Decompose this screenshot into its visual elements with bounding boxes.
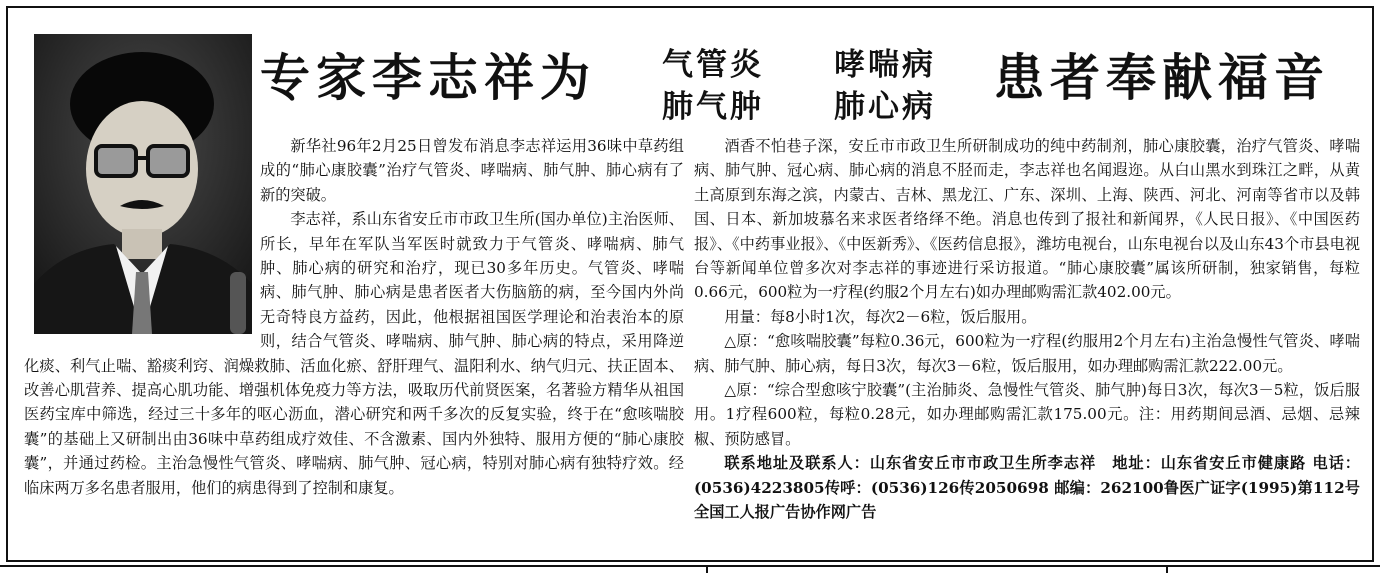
advertisement-frame	[6, 6, 1374, 562]
column-divider-stub	[706, 566, 708, 573]
left-paragraph-2: 李志祥，系山东省安丘市市政卫生所(国办单位)主治医师、所长，早年在军队当军医时就致力于气管炎、哮喘病、肺气肿、肺心病的研究和治疗，现已30多年历史。气管炎、哮喘病、肺气肿、肺心病是患者医者大伤脑筋的病，至今国内外尚无奇特良方益药，因此，他根据祖国医学理论和治表治本的原则，结合气管炎、哮喘病、肺气肿、肺心病的特点，采用降逆化痰、利气止喘、豁痰利窍、润燥救肺、活血化瘀、舒肝理气、温阳利水、纳气归元、扶正固本、改善心肌营养、提高心肌功能、增强机体免疫力等方法，吸取历代前贤医案，名著验方精华从祖国医药宝库中筛选，经过三十多年的呕心沥血，潜心研究和两千多次的反复实验，终于在“愈咳喘胶囊”的基础上又研制出由36味中草药组成疗效佳、不含激素、国内外独特、服用方便的“肺心康胶囊”，并通过药检。主治急慢性气管炎、哮喘病、肺气肿、冠心病，特别对肺心病有独特疗效。经临床两万多名患者服用，他们的病患得到了控制和康复。	[24, 210, 684, 497]
right-paragraph-1: 酒香不怕巷子深，安丘市市政卫生所研制成功的纯中药制剂，肺心康胶囊，治疗气管炎、哮喘病、肺气肿、冠心病、肺心病的消息不胫而走，李志祥也名闻遐迩。从白山黑水到珠江之畔，从黄土高原到东海之滨，内蒙古、吉林、黑龙江、广东、深圳、上海、陕西、河北、河南等省市以及韩国、日本、新加坡慕名来求医者络绎不绝。消息也传到了报社和新闻界，《人民日报》、《中国医药报》、《中药事业报》、《中医新秀》、《医药信息报》，潍坊电视台，山东电视台以及山东43个市县电视台等新闻单位曾多次对李志祥的事迹进行采访报道。“肺心康胶囊”属该所研制，独家销售，每粒0.66元，600粒为一疗程(约服2个月左右)如办理邮购需汇款402.00元。	[694, 137, 1360, 302]
product-2-paragraph: △原：“愈咳喘胶囊”每粒0.36元，600粒为一疗程(约服用2个月左右)主治急慢性气管炎、哮喘病、肺气肿、肺心病，每日3次，每次3－6粒，饭后服用，如办理邮购需汇款222.00元。	[694, 332, 1360, 375]
headline-right: 患者奉献福音	[994, 49, 1330, 107]
headline-disease-4: 肺心病	[834, 89, 936, 125]
photo-wrap-spacer	[24, 134, 260, 352]
left-paragraph-1: 新华社96年2月25日曾发布消息李志祥运用36味中草药组成的“肺心康胶囊”治疗气管炎、哮喘病、肺气肿、肺心病有了新的突破。	[260, 137, 684, 204]
headline-disease-1: 气管炎	[662, 47, 764, 83]
headline-disease-3: 肺气肿	[662, 89, 764, 125]
headline-left: 专家李志祥为	[260, 49, 596, 107]
contact-info: 联系地址及联系人：山东省安丘市市政卫生所李志祥 地址：山东省安丘市健康路 电话：(0536)4223805传呼：(0536)126传2050698 邮编：262100鲁医广证字(1995)第112号 全国工人报广告协作网广告	[694, 454, 1360, 522]
article-right-column	[694, 134, 1360, 525]
headline-disease-2: 哮喘病	[834, 47, 936, 83]
column-divider-stub	[1166, 566, 1168, 573]
article-left-column	[24, 134, 684, 500]
dosage-paragraph: 用量：每8小时1次，每次2－6粒，饭后服用。	[724, 307, 1037, 326]
product-3-paragraph: △原：“综合型愈咳宁胶囊”(主治肺炎、急慢性气管炎、肺气肿)每日3次，每次3－5粒，饭后服用。1疗程600粒，每粒0.28元，如办理邮购需汇款175.00元。注：用药期间忌酒、忌烟、忌辣椒、预防感冒。	[694, 381, 1360, 448]
bottom-divider	[0, 565, 1380, 567]
